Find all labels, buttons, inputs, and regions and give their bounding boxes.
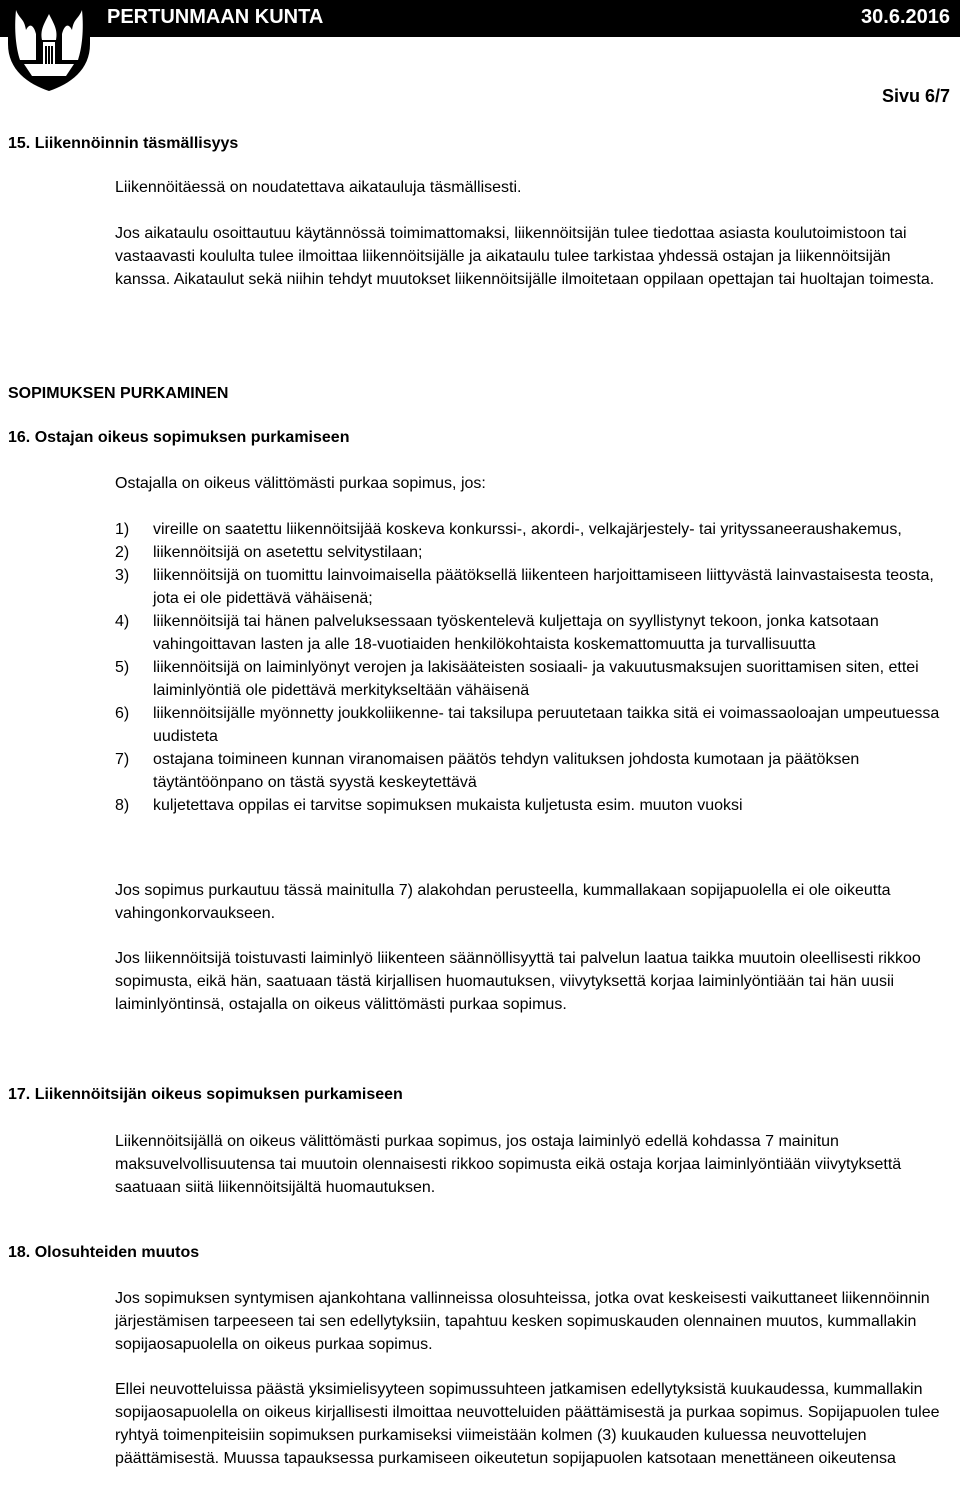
section-16-intro: Ostajalla on oikeus välittömästi purkaa sopimus, jos: [115, 475, 486, 492]
page-number: Sivu 6/7 [881, 86, 950, 106]
section-15-heading: 15. Liikennöinnin täsmällisyys [8, 135, 239, 152]
section-16-paragraph-1: Jos sopimus purkautuu tässä mainitulla 7) alakohdan perusteella, kummallakaan sopijapuolella ei ole oikeutta vahingonkorvaukseen. [115, 882, 891, 922]
list-item-number: 4) [115, 613, 130, 630]
section-17-paragraph: Liikennöitsijällä on oikeus välittömästi purkaa sopimus, jos ostaja laiminlyö edellä kohdassa 7 mainitun maksuvelvollisuutensa tai muutoin olennaisesti rikkoo sopimusta eikä ostaja korjaa laiminlyöntiään viivytyksettä saatuaan siitä liikennöitsijältä huomautuksen. [115, 1133, 902, 1196]
list-item [115, 541, 950, 564]
list-item [115, 518, 950, 541]
list-item-text: liikennöitsijälle myönnetty joukkoliikenne- tai taksilupa peruutetaan taikka sitä ei voimassaoloajan umpeutuessa uudisteta [153, 705, 940, 745]
list-item-text: vireille on saatettu liikennöitsijää koskeva konkurssi-, akordi-, velkajärjestely- tai yrityssaneeraushakemus, [153, 521, 902, 538]
section-15-paragraph-1: Liikennöitäessä on noudatettava aikatauluja täsmällisesti. [115, 179, 522, 196]
list-item [115, 610, 950, 656]
section-15-paragraph-2: Jos aikataulu osoittautuu käytännössä toimimattomaksi, liikennöitsijän tulee tiedottaa asiasta koulutoimistoon tai vastaavasti koululta tulee ilmoittaa liikennöitsijälle ja aikataulu tulee tarkistaa yhdessä ostajan ja liikennöitsijän kanssa. Aikataulut sekä niihin tehdyt muutokset liikennöitsijälle ilmoitetaan oppilaan opettajan tai huoltajan toimesta. [115, 225, 935, 288]
list-item [115, 748, 950, 794]
list-item-text: ostajana toimineen kunnan viranomaisen päätös tehdyn valituksen johdosta kumotaan ja päätöksen täytäntöönpano on tästä syystä keskeytettävä [153, 751, 860, 791]
section-17-heading: 17. Liikennöitsijän oikeus sopimuksen purkamiseen [8, 1086, 403, 1103]
list-item-text: kuljetettava oppilas ei tarvitse sopimuksen mukaista kuljetusta esim. muuton vuoksi [153, 797, 743, 814]
list-item-number: 5) [115, 659, 130, 676]
list-item-text: liikennöitsijä on laiminlyönyt verojen ja lakisääteisten sosiaali- ja vakuutusmaksujen suorittamisen siten, ettei laiminlyöntiä ole pidettävä merkitykseltään vähäisenä [153, 659, 919, 699]
list-item-number: 1) [115, 521, 130, 538]
section-18-paragraph-2: Ellei neuvotteluissa päästä yksimielisyyteen sopimussuhteen jatkamisen edellytyksistä kuukaudessa, kummallakin sopijaosapuolella on oikeus kirjallisesti ilmoittaa neuvotteluiden päättämisestä ja purkaa sopimus. Sopijapuolen tulee ryhtyä toimenpiteisiin sopimuksen purkamiseksi viimeistään kolmen (3) kuukauden kuluessa neuvottelujen päättämisestä. Muussa tapauksessa purkamiseen oikeutetun sopijapuolen katsotaan menettäneen oikeutensa [115, 1381, 940, 1467]
termination-heading: SOPIMUKSEN PURKAMINEN [8, 385, 229, 402]
list-item-text: liikennöitsijä tai hänen palveluksessaan työskentelevä kuljettaja on syyllistynyt tekoon, jonka katsotaan vahingoittavan lasten ja alle 18-vuotiaiden henkilökohtaista koskemattomuutta ja turvallisuutta [153, 613, 879, 653]
list-item [115, 656, 950, 702]
organization-name: PERTUNMAAN KUNTA [107, 6, 324, 28]
list-item-number: 3) [115, 567, 130, 584]
list-item-number: 6) [115, 705, 130, 722]
list-item [115, 794, 950, 817]
list-item [115, 702, 950, 748]
list-item [115, 564, 950, 610]
document-date: 30.6.2016 [861, 6, 950, 28]
list-item-number: 2) [115, 544, 130, 561]
list-item-text: liikennöitsijä on tuomittu lainvoimaisella päätöksellä liikenteen harjoittamiseen liittyvästä lainvastaisesta teosta, jota ei ole pidettävä vähäisenä; [153, 567, 934, 607]
section-16-paragraph-2: Jos liikennöitsijä toistuvasti laiminlyö liikenteen säännöllisyyttä tai palvelun laatua taikka muutoin oleellisesti rikkoo sopimusta, eikä hän, saatuaan tästä kirjallisen huomautuksen, viivytyksettä korjaa laiminlyöntiään tai hän uusii laiminlyöntinsä, ostajalla on oikeus välittömästi purkaa sopimus. [115, 950, 921, 1013]
list-item-number: 8) [115, 797, 130, 814]
municipal-coat-of-arms-icon [6, 0, 92, 92]
list-item-text: liikennöitsijä on asetettu selvitystilaan; [153, 544, 423, 561]
section-18-heading: 18. Olosuhteiden muutos [8, 1244, 200, 1261]
section-16-heading: 16. Ostajan oikeus sopimuksen purkamiseen [8, 429, 350, 446]
termination-reasons-list [115, 518, 950, 817]
list-item-number: 7) [115, 751, 130, 768]
section-18-paragraph-1: Jos sopimuksen syntymisen ajankohtana vallinneissa olosuhteissa, jotka ovat keskeisesti vaikuttaneet liikennöinnin järjestämisen tarpeeseen tai sen edellytyksiin, tapahtuu kesken sopimuskauden olennainen muutos, kummallakin sopijaosapuolella on oikeus purkaa sopimus. [115, 1290, 930, 1353]
